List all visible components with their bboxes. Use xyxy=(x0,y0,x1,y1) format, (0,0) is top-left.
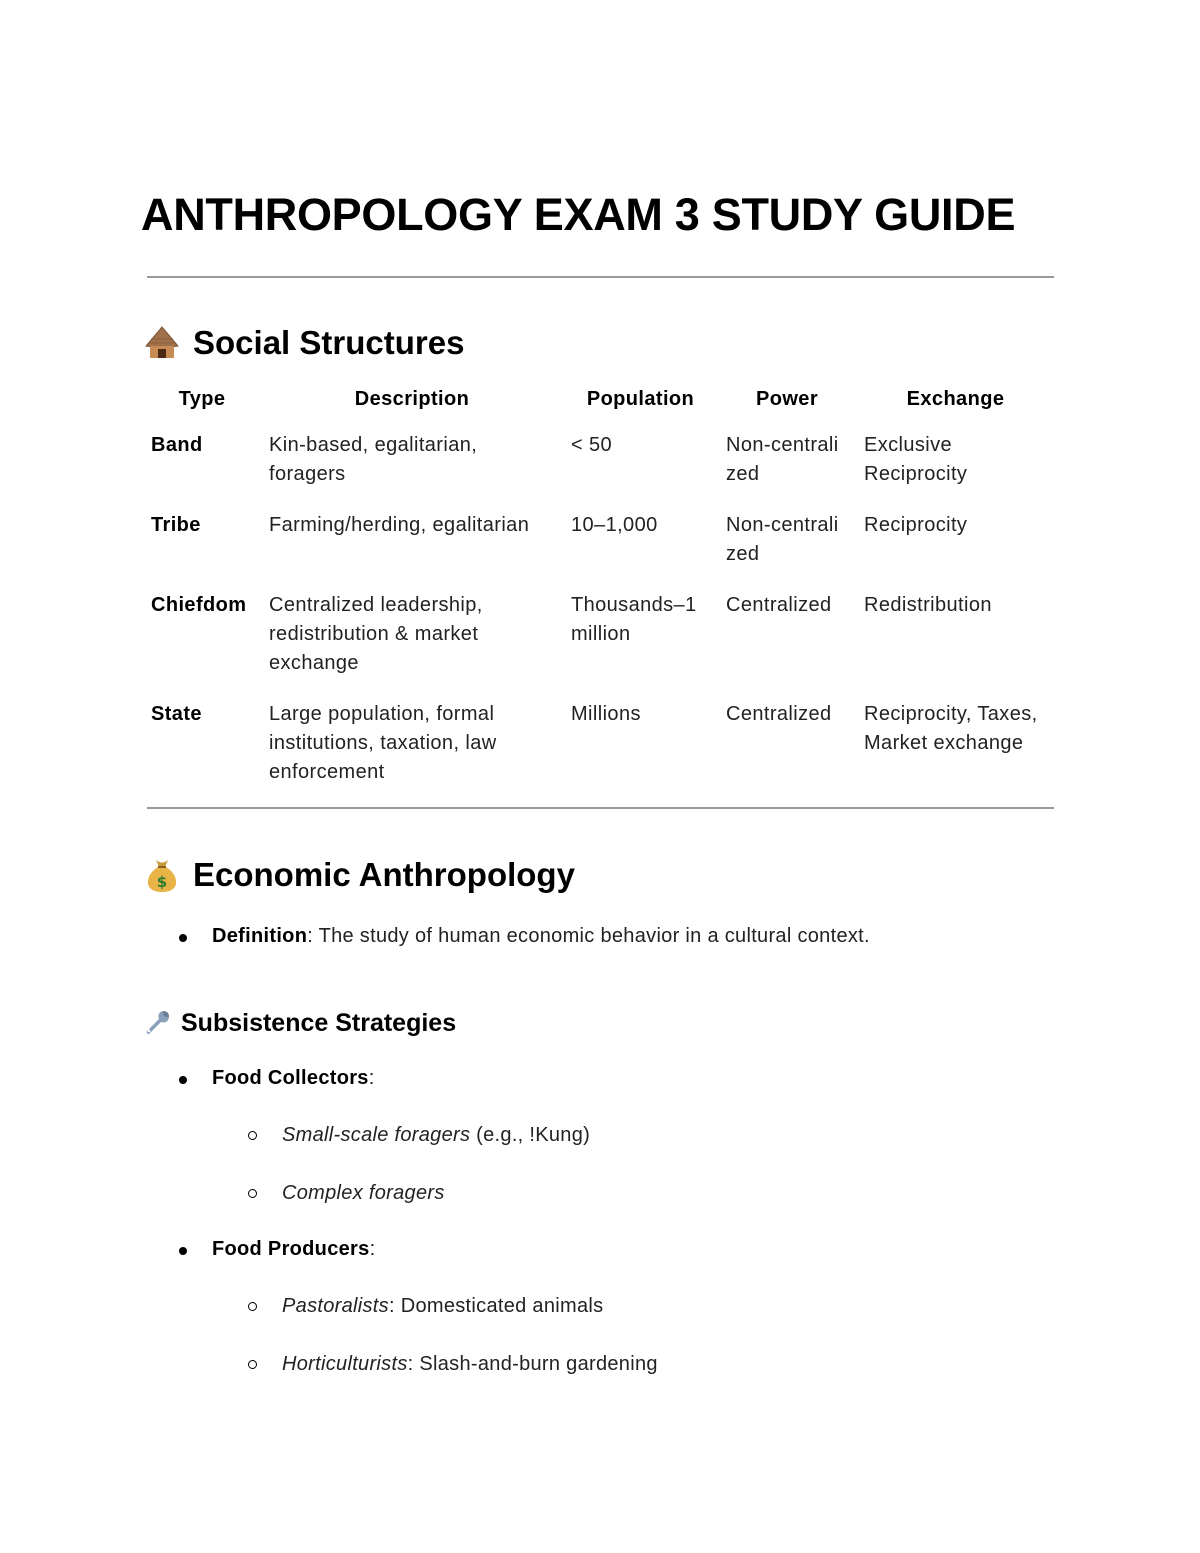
money-bag-icon xyxy=(143,856,181,894)
sub-list-item xyxy=(282,1179,445,1207)
food-producers-label: Food Producers xyxy=(212,1238,370,1260)
cell-exchange: Exclusive Reciprocity xyxy=(864,434,968,485)
subsistence-strategies-heading xyxy=(143,1006,456,1040)
svg-text:$: $ xyxy=(156,873,168,891)
food-producers-list-item xyxy=(212,1235,375,1263)
colon-text: : xyxy=(369,1238,376,1260)
sub-item-text: : Slash-and-burn gardening xyxy=(407,1353,658,1375)
colon-text: : xyxy=(368,1067,375,1089)
definition-list-item xyxy=(212,922,870,950)
cell-type: State xyxy=(151,703,202,725)
cell-power: Non-centralized xyxy=(726,514,839,565)
circle-bullet-icon xyxy=(248,1360,257,1369)
sub-item-text: (e.g., !Kung) xyxy=(470,1124,591,1146)
sub-item-term: Complex foragers xyxy=(282,1182,445,1204)
sub-list-item xyxy=(282,1121,590,1149)
page-title: ANTHROPOLOGY EXAM 3 STUDY GUIDE xyxy=(141,189,1016,240)
table-row xyxy=(143,507,1055,587)
wrench-icon xyxy=(143,1009,171,1037)
column-header-exchange: Exchange xyxy=(906,388,1005,410)
horizontal-divider xyxy=(147,807,1054,809)
definition-text: : The study of human economic behavior in a cultural context. xyxy=(307,925,870,947)
cell-exchange: Reciprocity xyxy=(864,514,968,536)
column-header-population: Population xyxy=(586,388,695,410)
social-structures-heading-text: Social Structures xyxy=(193,324,465,361)
circle-bullet-icon xyxy=(248,1189,257,1198)
cell-population: Thousands–1 million xyxy=(571,594,697,645)
cell-power: Centralized xyxy=(726,594,832,616)
cell-population: Millions xyxy=(571,703,641,725)
bullet-icon xyxy=(179,934,187,942)
cell-description: Large population, formal institutions, taxation, law enforcement xyxy=(269,703,497,783)
table-row xyxy=(143,427,1055,507)
cell-type: Band xyxy=(151,434,203,456)
sub-item-term: Pastoralists xyxy=(282,1295,389,1317)
horizontal-divider xyxy=(147,276,1054,278)
cell-description: Farming/herding, egalitarian xyxy=(269,514,530,536)
circle-bullet-icon xyxy=(248,1302,257,1311)
table-row xyxy=(143,696,1055,805)
social-structures-heading xyxy=(143,323,464,363)
economic-anthropology-heading-text: Economic Anthropology xyxy=(193,856,575,893)
cell-type: Tribe xyxy=(151,514,201,536)
sub-list-item xyxy=(282,1350,658,1378)
cell-population: 10–1,000 xyxy=(571,514,658,536)
food-collectors-list-item xyxy=(212,1064,375,1092)
definition-label: Definition xyxy=(212,925,308,947)
table-header-row xyxy=(143,380,1055,427)
cell-power: Centralized xyxy=(726,703,832,725)
cell-exchange: Redistribution xyxy=(864,594,992,616)
cell-type: Chiefdom xyxy=(151,594,247,616)
cell-description: Centralized leadership, redistribution & market exchange xyxy=(269,594,483,674)
circle-bullet-icon xyxy=(248,1131,257,1140)
economic-anthropology-heading xyxy=(143,855,575,895)
cell-exchange: Reciprocity, Taxes, Market exchange xyxy=(864,703,1038,754)
cell-description: Kin-based, egalitarian, foragers xyxy=(269,434,478,485)
cell-power: Non-centralized xyxy=(726,434,839,485)
subsistence-strategies-heading-text: Subsistence Strategies xyxy=(181,1009,457,1037)
sub-item-text: : Domesticated animals xyxy=(388,1295,604,1317)
column-header-power: Power xyxy=(755,388,819,410)
bullet-icon xyxy=(179,1247,187,1255)
cell-population: < 50 xyxy=(571,434,613,456)
column-header-type: Type xyxy=(178,388,226,410)
sub-item-term: Horticulturists xyxy=(282,1353,408,1375)
sub-item-term: Small-scale foragers xyxy=(282,1124,471,1146)
bullet-icon xyxy=(179,1076,187,1084)
sub-list-item xyxy=(282,1292,603,1320)
social-structures-table xyxy=(143,380,1055,805)
food-collectors-label: Food Collectors xyxy=(212,1067,369,1089)
table-row xyxy=(143,587,1055,696)
column-header-description: Description xyxy=(354,388,470,410)
hut-icon xyxy=(143,324,181,362)
